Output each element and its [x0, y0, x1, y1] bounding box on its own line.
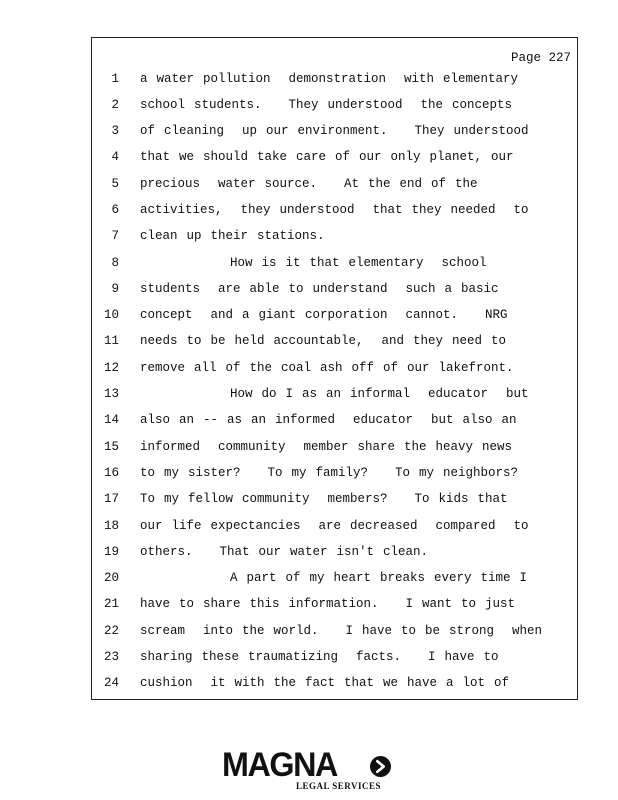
line-text: students are able to understand such a basic	[140, 281, 499, 296]
transcript-page	[91, 37, 578, 700]
logo-subtitle: LEGAL SERVICES	[296, 781, 381, 791]
line-text: a water pollution demonstration with elementary	[140, 71, 519, 86]
line-text: cushion it with the fact that we have a lot of	[140, 676, 510, 691]
line-text: our life expectancies are decreased compared to	[140, 518, 529, 533]
arrow-circle-icon	[370, 756, 391, 777]
page-number: Page 227	[510, 51, 571, 65]
line-number: 18	[103, 518, 119, 533]
line-number: 20	[103, 571, 119, 586]
line-text: that we should take care of our only planet, our	[140, 150, 514, 165]
line-text: clean up their stations.	[140, 229, 325, 244]
line-text: remove all of the coal ash off of our lakefront.	[140, 360, 514, 375]
line-text: concept and a giant corporation cannot. NRG	[140, 308, 508, 323]
line-number: 21	[103, 597, 119, 612]
line-number: 17	[103, 492, 119, 507]
magna-logo	[222, 748, 397, 792]
line-number: 5	[111, 176, 119, 191]
line-number: 7	[111, 229, 119, 244]
line-text: of cleaning up our environment. They understood	[140, 124, 529, 139]
line-text: activities, they understood that they needed to	[140, 202, 529, 217]
line-number: 13	[103, 387, 119, 402]
line-number: 4	[111, 150, 119, 165]
line-number: 23	[103, 650, 119, 665]
line-text: have to share this information. I want to just	[140, 597, 516, 612]
transcript-lines	[92, 71, 577, 711]
line-number: 6	[111, 202, 119, 217]
line-number: 8	[111, 255, 119, 270]
line-text: also an -- as an informed educator but also an	[140, 413, 517, 428]
logo-wordmark: MAGNA	[222, 746, 337, 784]
line-text: How is it that elementary school	[140, 255, 487, 270]
line-text: sharing these traumatizing facts. I have to	[140, 650, 499, 665]
line-text: To my fellow community members? To kids that	[140, 492, 508, 507]
line-text: informed community member share the heavy news	[140, 439, 513, 454]
line-number: 3	[111, 124, 119, 139]
line-number: 10	[103, 308, 119, 323]
line-text: precious water source. At the end of the	[140, 176, 478, 191]
line-text: A part of my heart breaks every time I	[140, 571, 528, 586]
line-number: 1	[111, 71, 119, 86]
line-number: 19	[103, 544, 119, 559]
line-text: How do I as an informal educator but	[140, 387, 529, 402]
line-number: 14	[103, 413, 119, 428]
line-number: 2	[111, 97, 119, 112]
line-text: to my sister? To my family? To my neighbors?	[140, 465, 519, 480]
line-number: 16	[103, 465, 119, 480]
line-number: 9	[111, 281, 119, 296]
line-number: 24	[103, 676, 119, 691]
line-text: school students. They understood the concepts	[140, 97, 513, 112]
line-number: 11	[103, 334, 119, 349]
transcript-line	[92, 676, 577, 710]
line-number: 12	[103, 360, 119, 375]
line-text: scream into the world. I have to be strong when	[140, 623, 543, 638]
line-text: others. That our water isn't clean.	[140, 544, 429, 559]
line-number: 22	[103, 623, 119, 638]
line-number: 15	[103, 439, 119, 454]
line-text: needs to be held accountable, and they need to	[140, 334, 507, 349]
